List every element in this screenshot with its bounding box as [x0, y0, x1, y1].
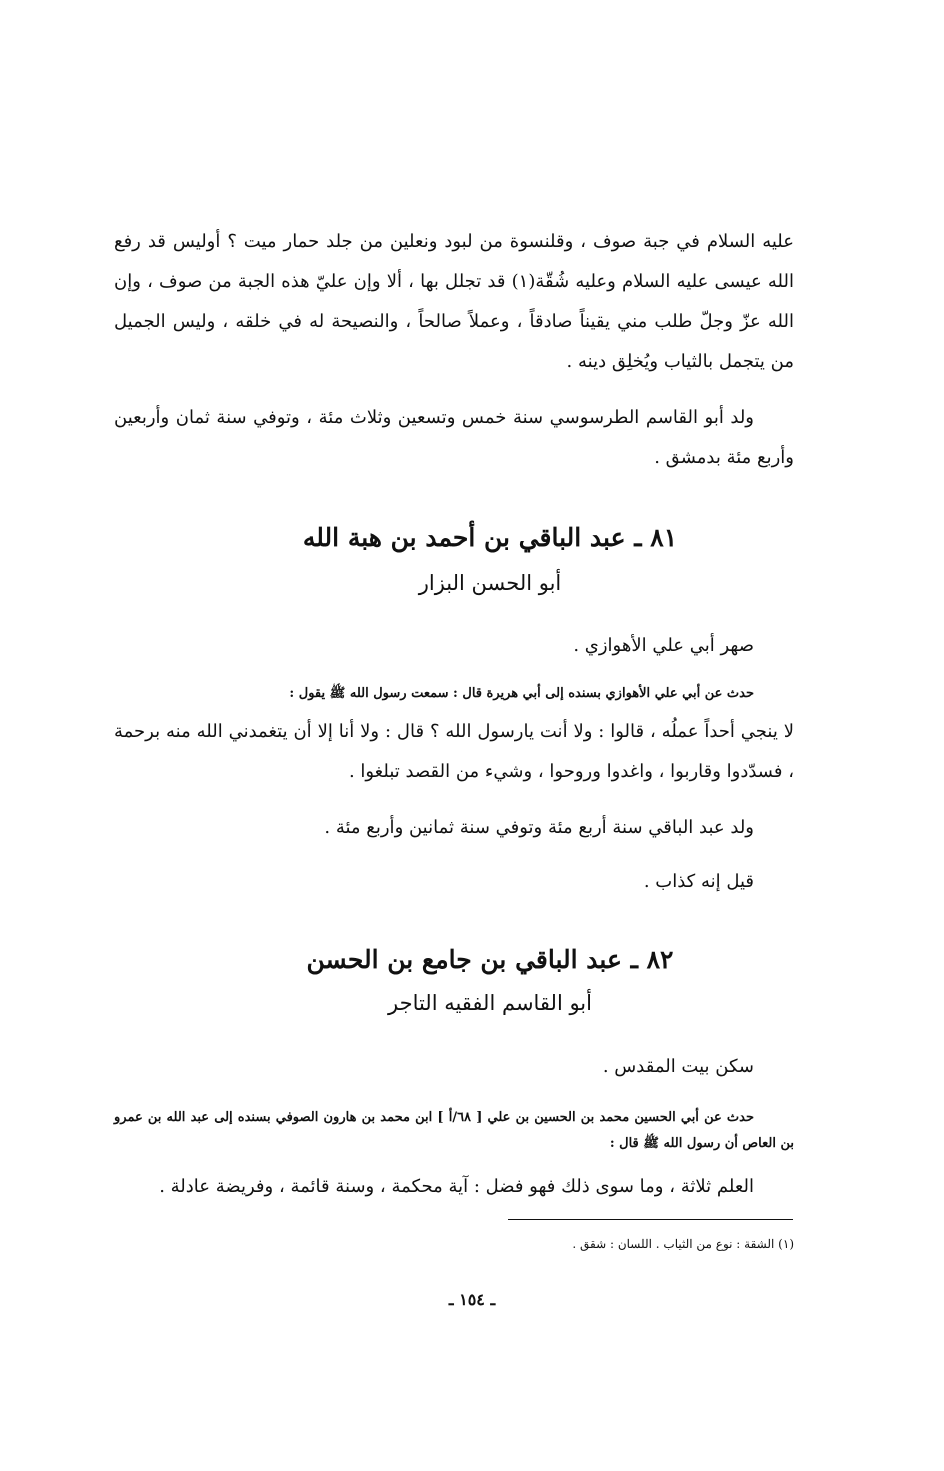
entry-82-intro: سكن بيت المقدس . [602, 1056, 754, 1077]
entry-81-title: ٨١ ـ عبد الباقي بن أحمد بن هبة الله [302, 523, 678, 552]
entry-82-isnad: حدث عن أبي الحسين محمد بن الحسين بن علي [ ٦٨/أ ] ابن محمد بن هارون الصوفي بسنده إلى عبد الله بن عمرو بن العاص أن رسول الله ﷺ قال : [114, 1110, 794, 1151]
footnote: (١) الشقة : نوع من الثياب . اللسان : شقق . [572, 1237, 794, 1251]
footnote-separator [508, 1219, 793, 1220]
entry-82-subtitle: أبو القاسم الفقيه التاجر [388, 991, 592, 1015]
paragraph-birth-death: ولد أبو القاسم الطرسوسي سنة خمس وتسعين وثلاث مئة ، وتوفي سنة ثمان وأربعين وأربع مئة بدمشق . [114, 407, 794, 468]
entry-81-isnad: حدث عن أبي علي الأهوازي بسنده إلى أبي هريرة قال : سمعت رسول الله ﷺ يقول : [289, 686, 754, 701]
paragraph-continuation: عليه السلام في جبة صوف ، وقلنسوة من لبود ونعلين من جلد حمار ميت ؟ أوليس قد رفع الله عيسى عليه السلام وعليه شُقّة(١) قد تجلل بها ، ألا وإن عليّ هذه الجبة من صوف ، وإن الله عزّ وجلّ طلب مني يقيناً صادقاً ، وعملاً صالحاً ، والنصيحة له في خلقه ، وليس الجميل من يتجمل بالثياب ويُخلِق دينه . [114, 231, 794, 372]
entry-81-subtitle: أبو الحسن البزار [418, 571, 562, 595]
entry-81-note: قيل إنه كذاب . [643, 871, 754, 892]
entry-81-dates: ولد عبد الباقي سنة أربع مئة وتوفي سنة ثمانين وأربع مئة . [324, 817, 754, 838]
entry-82-hadith: العلم ثلاثة ، وما سوى ذلك فهو فضل : آية محكمة ، وسنة قائمة ، وفريضة عادلة . [159, 1176, 754, 1197]
entry-81-hadith: لا ينجي أحداً عملُه ، قالوا : ولا أنت يارسول الله ؟ قال : ولا أنا إلا أن يتغمدني الله منه برحمة ، فسدّدوا وقاربوا ، واغدوا وروحوا ، وشيء من القصد تبلغوا . [114, 721, 794, 782]
entry-82-title: ٨٢ ـ عبد الباقي بن جامع بن الحسن [306, 945, 674, 974]
entry-81-intro: صهر أبي علي الأهوازي . [573, 635, 754, 656]
page-number: ـ ١٥٤ ـ [448, 1290, 496, 1309]
